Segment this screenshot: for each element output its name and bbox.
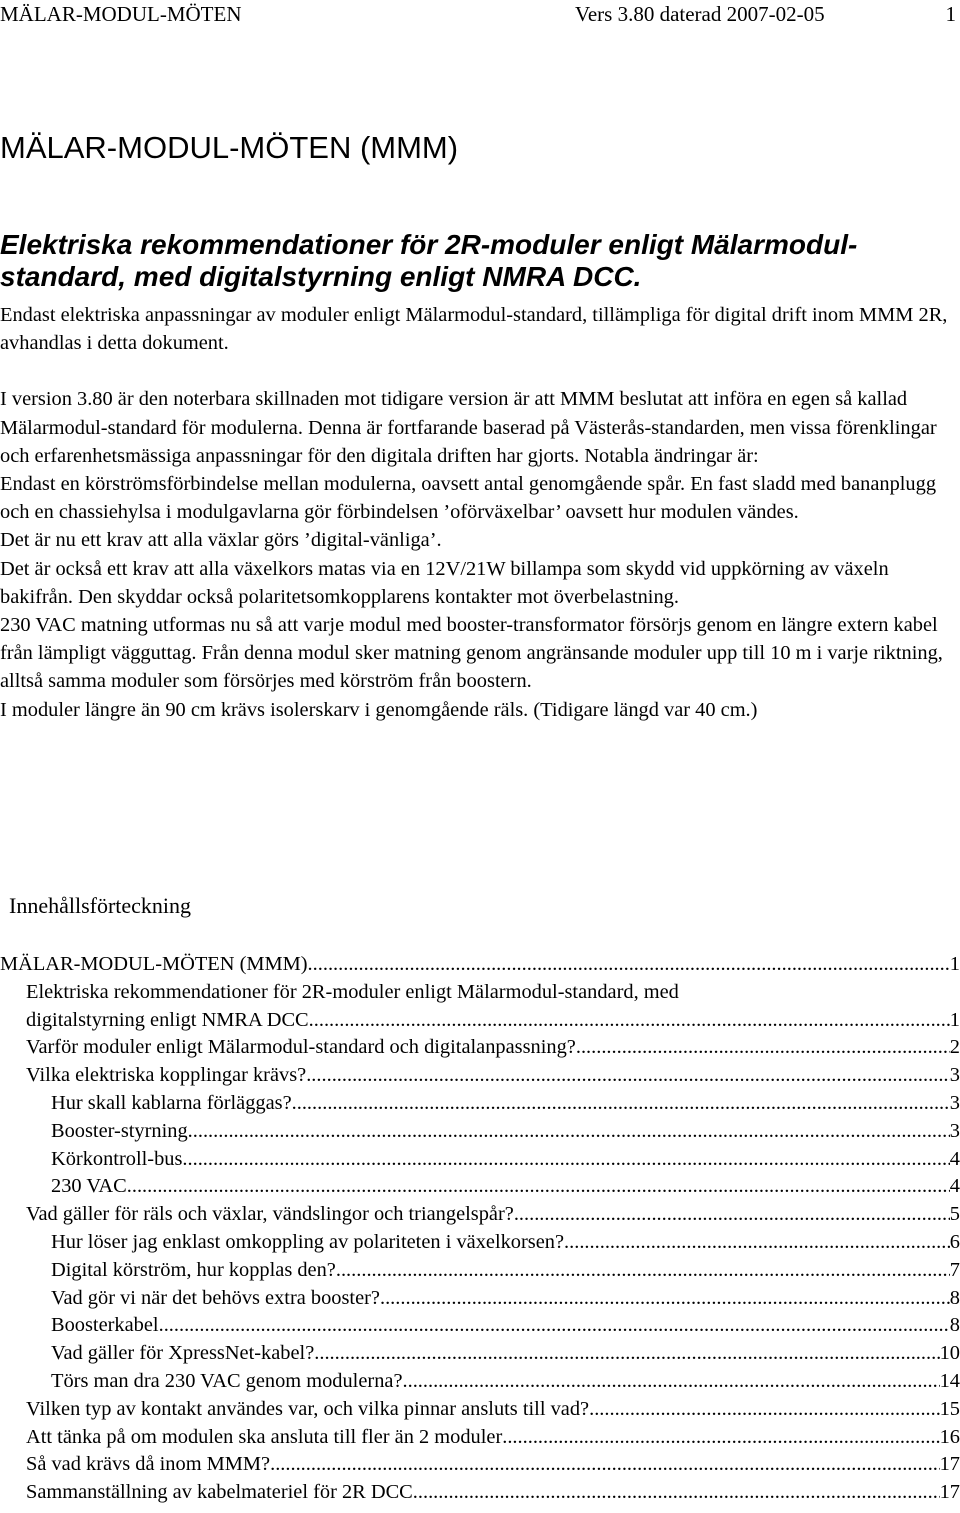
toc-entry-label: 230 VAC <box>51 1175 127 1198</box>
paragraph-scope: Endast elektriska anpassningar av moduler enligt Mälarmodul-standard, tillämpliga för digital drift inom MMM 2R, avhandlas i detta dokument. <box>0 304 948 355</box>
toc-entry-label: Vad gäller för räls och växlar, vändslingor och triangelspår? <box>26 1203 514 1226</box>
table-of-contents <box>0 951 960 1507</box>
toc-list <box>0 1034 960 1507</box>
toc-leader-dots <box>292 1090 950 1118</box>
intro-body <box>0 301 960 724</box>
toc-entry-page: 5 <box>949 1203 960 1226</box>
toc-entry[interactable] <box>0 1312 960 1340</box>
toc-entry[interactable] <box>0 1090 960 1118</box>
toc-entry-page: 1 <box>949 1008 960 1031</box>
toc-entry-label: Törs man dra 230 VAC genom modulerna? <box>51 1369 403 1392</box>
toc-entry-label: Sammanställning av kabelmateriel för 2R DCC <box>26 1481 413 1504</box>
toc-entry-label: Att tänka på om modulen ska ansluta till fler än 2 moduler <box>26 1425 503 1448</box>
toc-entry[interactable] <box>0 1285 960 1313</box>
toc-entry[interactable] <box>0 1424 960 1452</box>
toc-entry-label: Hur löser jag enklast omkoppling av polariteten i växelkorsen? <box>51 1230 565 1253</box>
toc-entry[interactable] <box>0 1257 960 1285</box>
toc-leader-dots <box>502 1424 939 1452</box>
toc-entry[interactable] <box>0 1118 960 1146</box>
toc-leader-dots <box>188 1118 950 1146</box>
header-doc-title: MÄLAR-MODUL-MÖTEN <box>0 2 242 26</box>
paragraph-power-connection: Endast en körströmsförbindelse mellan modulerna, oavsett antal genomgående spår. En fast sladd med bananplugg och en chassiehylsa i modulgavlarna gör förbindelsen ’oförväxelbar’ oavsett hur modulen vändes. <box>0 473 937 524</box>
toc-entry-page: 16 <box>939 1425 960 1448</box>
toc-entry-label: Vilken typ av kontakt användes var, och vilka pinnar ansluts till vad? <box>26 1397 590 1420</box>
toc-entry-label: Hur skall kablarna förläggas? <box>51 1091 292 1114</box>
header-page-number: 1 <box>945 2 956 26</box>
toc-entry-label: Vad gäller för XpressNet-kabel? <box>51 1342 315 1365</box>
toc-entry[interactable] <box>0 1201 960 1229</box>
toc-entry[interactable] <box>0 1229 960 1257</box>
paragraph-bulb-protection: Det är också ett krav att alla växelkors matas via en 12V/21W billampa som skydd vid uppkörning av växeln bakifrån. Den skyddar också polaritetsomkopplarens kontakter mot överbelastning. <box>0 557 889 608</box>
toc-leader-dots <box>270 1451 940 1479</box>
toc-entry-page: 17 <box>939 1481 960 1504</box>
toc-leader-dots <box>576 1034 950 1062</box>
toc-entry-label: Varför moduler enligt Mälarmodul-standard och digitalanpassning? <box>26 1036 576 1059</box>
toc-entry-page: 7 <box>949 1258 960 1281</box>
toc-leader-dots <box>336 1257 950 1285</box>
toc-entry-page: 6 <box>949 1230 960 1253</box>
toc-leader-dots <box>413 1479 940 1507</box>
toc-leader-dots <box>306 1062 950 1090</box>
toc-leader-dots <box>159 1312 950 1340</box>
toc-entry-page: 15 <box>939 1397 960 1420</box>
toc-entry[interactable] <box>0 1062 960 1090</box>
document-title: MÄLAR-MODUL-MÖTEN (MMM) <box>0 130 459 165</box>
toc-leader-dots <box>589 1396 940 1424</box>
toc-entry-page: 8 <box>949 1286 960 1309</box>
toc-leader-dots <box>182 1146 949 1174</box>
toc-entry[interactable] <box>0 1451 960 1479</box>
toc-entry[interactable] <box>0 1146 960 1174</box>
toc-entry[interactable] <box>0 1034 960 1062</box>
toc-entry-page: 8 <box>949 1314 960 1337</box>
paragraph-230vac: 230 VAC matning utformas nu så att varje modul med booster-transformator försörjs genom en längre extern kabel från lämpligt vägguttag. Från denna modul sker matning genom angränsande moduler upp till 10 m i varje riktning, alltså samma moduler som försörjes med körström från boostern. <box>0 614 943 693</box>
toc-leader-dots <box>308 951 950 979</box>
toc-entry[interactable] <box>0 1173 960 1201</box>
toc-entry-page: 1 <box>949 953 960 975</box>
paragraph-digital-friendly: Det är nu ett krav att alla växlar görs ’digital-vänliga’. <box>0 529 442 552</box>
toc-entry-label: Elektriska rekommendationer för 2R-moduler enligt Mälarmodul-standard, med <box>26 980 679 1003</box>
header-version: Vers 3.80 daterad 2007-02-05 <box>575 2 825 26</box>
toc-entry-label: MÄLAR-MODUL-MÖTEN (MMM) <box>0 953 308 975</box>
toc-entry[interactable] <box>0 1340 960 1368</box>
paragraph-isolation: I moduler längre än 90 cm krävs isolerskarv i genomgående räls. (Tidigare längd var 40 cm.) <box>0 698 758 721</box>
toc-entry-page: 3 <box>949 1064 960 1087</box>
page-header <box>0 2 960 32</box>
toc-entry-label: Vilka elektriska kopplingar krävs? <box>26 1064 307 1087</box>
toc-entry[interactable] <box>0 1479 960 1507</box>
toc-entry-page: 14 <box>939 1369 960 1392</box>
toc-entry-page: 3 <box>949 1091 960 1114</box>
toc-entry-page: 17 <box>939 1453 960 1476</box>
toc-heading: Innehållsförteckning <box>9 893 192 918</box>
toc-entry-label: Booster-styrning <box>51 1119 188 1142</box>
toc-entry[interactable] <box>0 1368 960 1396</box>
toc-leader-dots <box>403 1368 940 1396</box>
toc-leader-dots <box>564 1229 950 1257</box>
toc-entry-label: Körkontroll-bus <box>51 1147 183 1170</box>
toc-entry-label-cont: digitalstyrning enligt NMRA DCC. <box>26 1008 314 1031</box>
toc-entry-label: Boosterkabel <box>51 1314 159 1337</box>
toc-leader-dots <box>314 1340 939 1368</box>
toc-entry-label: Vad gör vi när det behövs extra booster? <box>51 1286 380 1309</box>
toc-leader-dots <box>127 1173 950 1201</box>
toc-entry[interactable] <box>0 1396 960 1424</box>
toc-entry-page: 2 <box>949 1036 960 1059</box>
toc-entry-page: 4 <box>949 1147 960 1170</box>
toc-entry[interactable] <box>0 951 960 979</box>
toc-leader-dots <box>514 1201 950 1229</box>
toc-entry-page: 3 <box>949 1119 960 1142</box>
document-subtitle: Elektriska rekommendationer för 2R-moduler enligt Mälarmodul-standard, med digitalstyrning enligt NMRA DCC. <box>0 229 858 292</box>
toc-leader-dots <box>314 1007 950 1035</box>
toc-entry-label: Digital körström, hur kopplas den? <box>51 1258 336 1281</box>
toc-entry-label: Så vad krävs då inom MMM? <box>26 1453 271 1476</box>
paragraph-version-changes: I version 3.80 är den noterbara skillnaden mot tidigare version är att MMM beslutat att införa en egen så kallad Mälarmodul-standard för modulerna. Denna är fortfarande baserad på Västerås-standarden, men vissa förenklingar och erfarenhetsmässiga anpassningar för den digitala driften har gjorts. Notabla ändringar är: <box>0 388 937 467</box>
toc-entry[interactable] <box>0 979 960 1035</box>
toc-leader-dots <box>380 1285 950 1313</box>
toc-entry-page: 10 <box>939 1342 960 1365</box>
toc-entry-page: 4 <box>949 1175 960 1198</box>
